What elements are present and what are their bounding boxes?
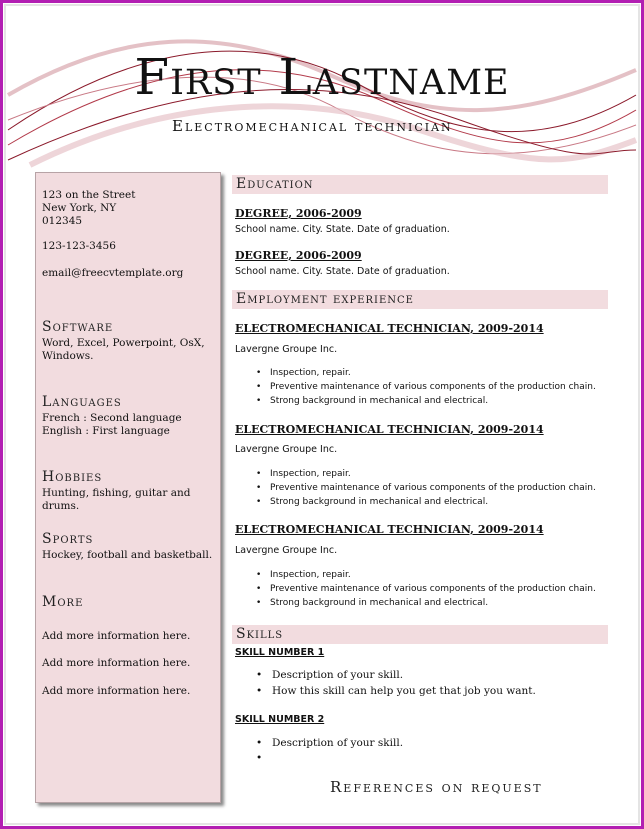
hobbies-heading: Hobbies (42, 469, 103, 485)
languages-heading: Languages (42, 394, 122, 410)
job-bullet: • Preventive maintenance of various components of the production chain. (256, 584, 596, 594)
candidate-name: First Lastname (134, 48, 510, 106)
email-address: email@freecvtemplate.org (42, 267, 184, 279)
job-bullet: • Inspection, repair. (256, 570, 351, 580)
employment-heading: Employment experience (236, 291, 414, 307)
skill-bullet: • Description of your skill. (256, 669, 404, 681)
address-line: 123 on the Street (42, 189, 136, 201)
language-item: English : First language (42, 425, 170, 437)
skills-header (232, 625, 608, 644)
job-bullet: • Inspection, repair. (256, 469, 351, 479)
job-title: ELECTROMECHANICAL TECHNICIAN, 2009-2014 (235, 423, 544, 436)
candidate-role: Electromechanical technician (172, 117, 453, 135)
degree-title: DEGREE, 2006-2009 (235, 249, 362, 262)
degree-detail: School name. City. State. Date of graduation. (235, 266, 450, 277)
more-item: Add more information here. (42, 630, 191, 642)
job-title: ELECTROMECHANICAL TECHNICIAN, 2009-2014 (235, 322, 544, 335)
software-text: Windows. (42, 350, 94, 362)
job-company: Lavergne Groupe Inc. (235, 545, 338, 556)
software-heading: Software (42, 319, 114, 335)
more-item: Add more information here. (42, 657, 191, 669)
software-text: Word, Excel, Powerpoint, OsX, (42, 337, 205, 349)
sidebar (35, 172, 221, 803)
job-bullet: • Preventive maintenance of various components of the production chain. (256, 483, 596, 493)
skill-title: SKILL NUMBER 1 (235, 647, 325, 658)
skill-bullet: • (256, 752, 263, 764)
language-item: French : Second language (42, 412, 182, 424)
job-company: Lavergne Groupe Inc. (235, 344, 338, 355)
phone-number: 123-123-3456 (42, 240, 116, 252)
sports-text: Hockey, football and basketball. (42, 549, 213, 561)
education-heading: Education (236, 176, 314, 192)
more-item: Add more information here. (42, 685, 191, 697)
job-bullet: • Inspection, repair. (256, 368, 351, 378)
job-company: Lavergne Groupe Inc. (235, 444, 338, 455)
degree-detail: School name. City. State. Date of graduation. (235, 224, 450, 235)
address-line: 012345 (42, 215, 83, 227)
education-header (232, 175, 608, 194)
more-heading: More (42, 594, 84, 610)
job-bullet: • Strong background in mechanical and electrical. (256, 396, 489, 406)
hobbies-text: Hunting, fishing, guitar and drums. (42, 487, 191, 512)
job-bullet: • Strong background in mechanical and electrical. (256, 598, 489, 608)
skills-heading: Skills (236, 626, 284, 642)
skill-title: SKILL NUMBER 2 (235, 714, 325, 725)
skill-bullet: • How this skill can help you get that job you want. (256, 685, 536, 697)
employment-header (232, 290, 608, 309)
address-line: New York, NY (42, 202, 117, 214)
job-title: ELECTROMECHANICAL TECHNICIAN, 2009-2014 (235, 523, 544, 536)
job-bullet: • Preventive maintenance of various components of the production chain. (256, 382, 596, 392)
sports-heading: Sports (42, 531, 94, 547)
degree-title: DEGREE, 2006-2009 (235, 207, 362, 220)
skill-bullet: • Description of your skill. (256, 737, 404, 749)
references-note: References on request (330, 778, 543, 796)
job-bullet: • Strong background in mechanical and electrical. (256, 497, 489, 507)
